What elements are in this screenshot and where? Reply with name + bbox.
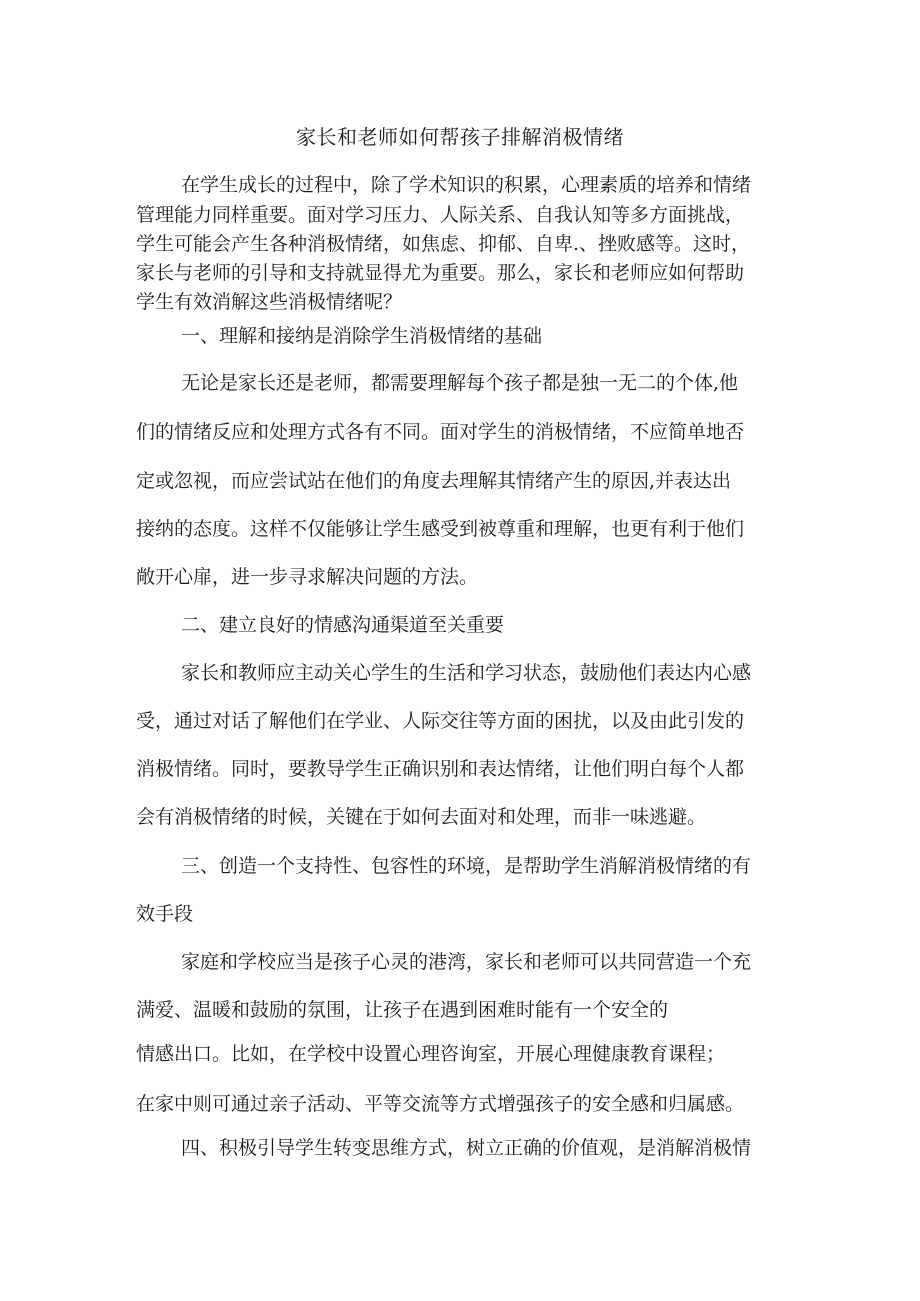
paragraph-line: 学生有效消解这些消极情绪呢？ (136, 291, 403, 313)
paragraph-line: 无论是家长还是老师，都需要理解每个孩子都是独一无二的个体,他 (181, 372, 739, 394)
section-heading-continuation: 效手段 (136, 903, 194, 925)
paragraph-line: 定或忽视，而应尝试站在他们的角度去理解其情绪产生的原因,并表达出 (136, 470, 732, 492)
paragraph-line: 消极情绪。同时，要教导学生正确识别和表达情绪，让他们明白每个人都 (136, 758, 745, 780)
paragraph-line: 家长与老师的引导和支持就显得尤为重要。那么，家长和老师应如何帮助 (136, 262, 745, 284)
paragraph-line: 们的情绪反应和处理方式各有不同。面对学生的消极情绪，不应简单地否 (136, 421, 745, 443)
section-heading: 二、建立良好的情感沟通渠道至关重要 (181, 614, 505, 636)
paragraph-line: 家长和教师应主动关心学生的生活和学习状态，鼓励他们表达内心感 (181, 662, 752, 684)
paragraph-line: 满爱、温暖和鼓励的氛围，让孩子在遇到困难时能有一个安全的 (136, 999, 669, 1021)
paragraph-line: 家庭和学校应当是孩子心灵的港湾，家长和老师可以共同营造一个充 (181, 951, 752, 973)
paragraph-line: 管理能力同样重要。面对学习压力、人际关系、自我认知等多方面挑战， (136, 204, 745, 226)
paragraph-line: 接纳的态度。这样不仅能够让学生感受到被尊重和理解，也更有利于他们 (136, 518, 745, 540)
paragraph-line: 情感出口。比如，在学校中设置心理咨询室，开展心理健康教育课程； (136, 1043, 726, 1065)
paragraph-line: 学生可能会产生各种消极情绪，如焦虑、抑郁、自卑.、挫败感等。这时， (136, 233, 751, 255)
paragraph-line: 在学生成长的过程中，除了学术知识的积累，心理素质的培养和情绪 (181, 174, 752, 196)
document-title: 家长和老师如何帮孩子排解消极情绪 (296, 125, 624, 149)
section-heading: 一、理解和接纳是消除学生消极情绪的基础 (181, 325, 543, 347)
paragraph-line: 会有消极情绪的时候，关键在于如何去面对和处理，而非一味逃避。 (136, 806, 707, 828)
section-heading: 三、创造一个支持性、包容性的环境，是帮助学生消解消极情绪的有 (181, 855, 752, 877)
paragraph-line: 受，通过对话了解他们在学业、人际交往等方面的困扰，以及由此引发的 (136, 710, 745, 732)
section-heading: 四、积极引导学生转变思维方式，树立正确的价值观，是消解消极情 (181, 1137, 752, 1159)
paragraph-line: 在家中则可通过亲子活动、平等交流等方式增强孩子的安全感和归属感。 (136, 1093, 745, 1115)
paragraph-line: 敞开心扉，进一步寻求解决问题的方法。 (136, 566, 479, 588)
